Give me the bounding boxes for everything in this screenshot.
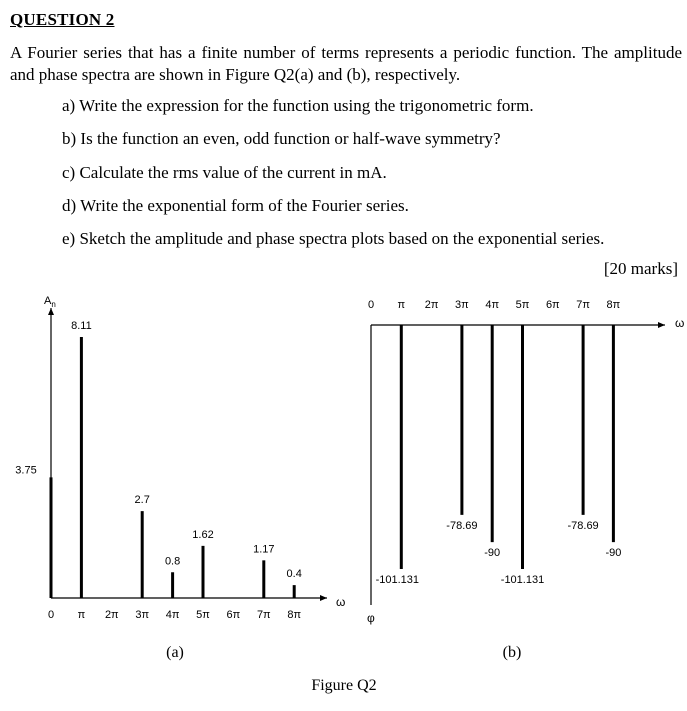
phase-value-label: -90 (484, 547, 501, 560)
amplitude-y-label: $A_n$ (44, 295, 56, 309)
phase-tick-label: 6π (545, 299, 560, 311)
question-title: QUESTION 2 (10, 10, 115, 29)
phase-tick-label: 8π (606, 299, 621, 311)
phase-bars (376, 325, 622, 586)
phase-value-label: -90 (605, 547, 622, 560)
phase-value-label: -101.131 (500, 574, 545, 586)
figure-caption: Figure Q2 (311, 677, 377, 694)
amplitude-x-ticks (48, 609, 302, 621)
amplitude-value-label: 8.11 (71, 320, 92, 332)
amplitude-tick-label: π (77, 609, 86, 621)
question-intro: A Fourier series that has a finite number of terms represents a periodic function. The amplitude and phase spectra are shown in Figure Q2(a) and (b), respectively. (10, 43, 682, 84)
phase-tick-label: 4π (485, 299, 500, 311)
part-c: c) Calculate the rms value of the current in mA. (62, 163, 387, 182)
amplitude-omega-label: ω (336, 595, 346, 609)
amplitude-tick-label: 6π (226, 609, 241, 621)
part-a: a) Write the expression for the function using the trigonometric form. (62, 96, 534, 115)
phase-tick-label: 7π (576, 299, 590, 311)
amplitude-bars (15, 320, 302, 598)
phase-value-label: -78.69 (567, 519, 599, 532)
amplitude-tick-label: 4π (165, 609, 180, 621)
phase-caption: (b) (502, 644, 522, 661)
phase-value-label: -101.131 (375, 574, 420, 586)
marks-label: [20 marks] (603, 259, 678, 278)
phase-tick-label: π (397, 299, 406, 311)
amplitude-value-label: 0.4 (286, 568, 302, 581)
part-b: b) Is the function an even, odd function or half-wave symmetry? (62, 129, 501, 148)
amplitude-value-label: 1.17 (253, 543, 275, 556)
amplitude-tick-label: 0 (47, 609, 55, 621)
amplitude-tick-label: 5π (196, 609, 210, 621)
amplitude-tick-label: 7π (256, 609, 271, 621)
amplitude-tick-label: 8π (287, 609, 302, 621)
phase-tick-label: 2π (424, 299, 439, 311)
phase-omega-label: ω (675, 316, 685, 330)
amplitude-value-label: 2.7 (134, 494, 150, 507)
phase-tick-label: 5π (515, 299, 530, 311)
phase-tick-label: 3π (455, 299, 469, 311)
amplitude-value-label: 0.8 (164, 555, 181, 568)
amplitude-tick-label: 3π (135, 609, 150, 621)
part-e: e) Sketch the amplitude and phase spectra plots based on the exponential series. (62, 229, 605, 248)
amplitude-tick-label: 2π (104, 609, 119, 621)
part-d: d) Write the exponential form of the Fourier series. (62, 196, 409, 215)
phase-value-label: -78.69 (446, 519, 478, 532)
amplitude-caption: (a) (166, 644, 184, 661)
phase-y-label: φ (367, 611, 375, 625)
phase-tick-label: 0 (367, 299, 375, 311)
phase-x-ticks (368, 299, 621, 311)
amplitude-value-label: 1.62 (192, 528, 214, 541)
amplitude-value-label: 3.75 (15, 464, 37, 477)
